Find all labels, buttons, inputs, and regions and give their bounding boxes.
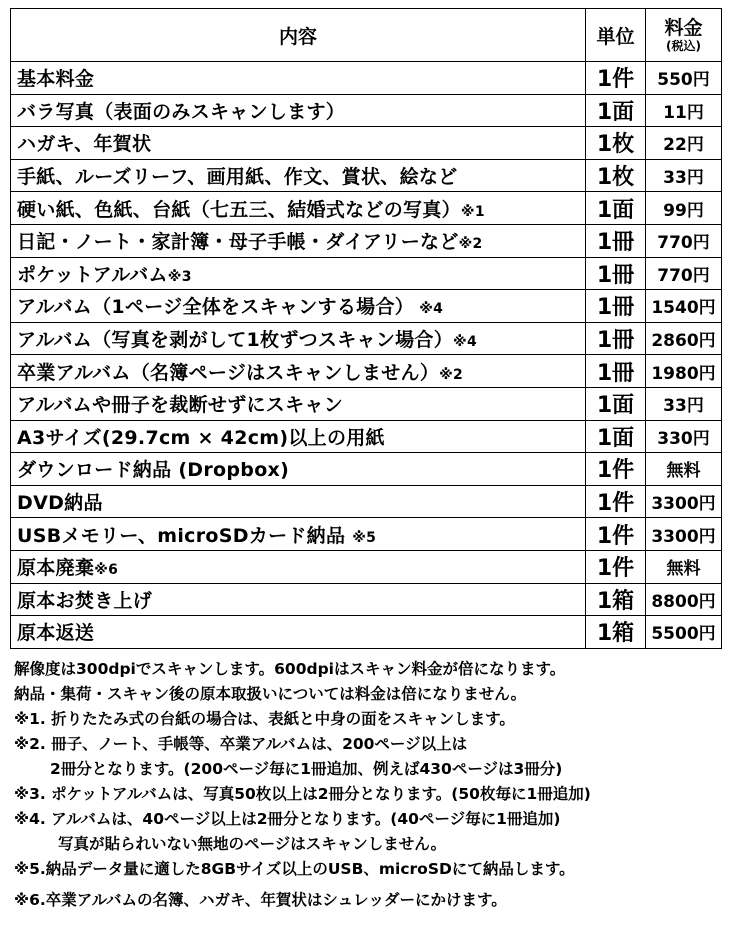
row-unit: 1面 (586, 94, 646, 127)
note-handling: 納品・集荷・スキャン後の原本取扱いについては料金は倍になりません。 (14, 685, 527, 703)
row-fee: 550円 (646, 62, 722, 95)
row-fee: 無料 (646, 453, 722, 486)
notes-section (14, 657, 724, 913)
row-content-text: 原本お焚き上げ (17, 589, 153, 612)
row-content (11, 257, 586, 290)
row-unit: 1冊 (586, 290, 646, 323)
row-unit: 1面 (586, 192, 646, 225)
row-unit: 1面 (586, 420, 646, 453)
row-content (11, 420, 586, 453)
table-row (11, 485, 722, 518)
table-header-row (11, 9, 722, 62)
row-fee: 33円 (646, 159, 722, 192)
row-fee: 22円 (646, 127, 722, 160)
row-content-text: アルバム（1ページ全体をスキャンする場合） (17, 296, 415, 319)
row-content-text: 硬い紙、色紙、台紙（七五三、結婚式などの写真） (17, 198, 461, 221)
table-row (11, 290, 722, 323)
note-2: ※2. 冊子、ノート、手帳等、卒業アルバムは、200ページ以上は (14, 735, 468, 753)
table-row (11, 387, 722, 420)
row-fee: 11円 (646, 94, 722, 127)
row-content-text: 原本返送 (17, 622, 95, 645)
row-fee: 1980円 (646, 355, 722, 388)
row-unit: 1箱 (586, 583, 646, 616)
note-3: ※3. ポケットアルバムは、写真50枚以上は2冊分となります。(50枚毎に1冊追加) (14, 785, 591, 803)
row-unit: 1枚 (586, 159, 646, 192)
row-fee: 330円 (646, 420, 722, 453)
row-content-text: DVD納品 (17, 492, 103, 515)
row-note-mark: ※6 (94, 562, 119, 579)
row-unit: 1箱 (586, 616, 646, 649)
row-fee: 5500円 (646, 616, 722, 649)
row-content (11, 94, 586, 127)
row-content (11, 485, 586, 518)
row-content-text: 卒業アルバム（名簿ページはスキャンしません） (17, 361, 440, 384)
table-row (11, 583, 722, 616)
row-unit: 1件 (586, 453, 646, 486)
row-content-text: A3サイズ(29.7cm × 42cm)以上の用紙 (17, 426, 385, 449)
row-fee: 無料 (646, 550, 722, 583)
table-row (11, 518, 722, 551)
row-content (11, 159, 586, 192)
row-unit: 1冊 (586, 322, 646, 355)
row-fee: 1540円 (646, 290, 722, 323)
row-note-mark: ※1 (460, 203, 485, 220)
header-fee-label: 料金 (664, 16, 703, 39)
row-note-mark: ※2 (439, 366, 464, 383)
price-table (10, 8, 722, 649)
row-content (11, 355, 586, 388)
row-fee: 99円 (646, 192, 722, 225)
row-unit: 1件 (586, 518, 646, 551)
table-row (11, 420, 722, 453)
row-fee: 770円 (646, 224, 722, 257)
row-content-text: USBメモリー、microSDカード納品 (17, 524, 353, 547)
row-unit: 1冊 (586, 257, 646, 290)
note-6: ※6.卒業アルバムの名簿、ハガキ、年賀状はシュレッダーにかけます。 (14, 891, 507, 909)
table-row (11, 355, 722, 388)
row-content-text: ポケットアルバム (17, 263, 168, 286)
table-row (11, 62, 722, 95)
note-1: ※1. 折りたたみ式の台紙の場合は、表紙と中身の面をスキャンします。 (14, 710, 515, 728)
note-resolution: 解像度は300dpiでスキャンします。600dpiはスキャン料金が倍になります。 (14, 660, 566, 678)
row-content-text: 日記・ノート・家計簿・母子手帳・ダイアリーなど (17, 231, 459, 254)
row-unit: 1件 (586, 485, 646, 518)
table-body (11, 62, 722, 649)
row-content-text: バラ写真（表面のみスキャンします） (17, 100, 346, 123)
row-content (11, 127, 586, 160)
row-fee: 33円 (646, 387, 722, 420)
row-note-mark: ※4 (453, 334, 477, 351)
header-fee (646, 9, 722, 62)
note-5: ※5.納品データ量に適した8GBサイズ以上のUSB、microSDにて納品します。 (14, 860, 575, 878)
table-row (11, 257, 722, 290)
row-unit: 1枚 (586, 127, 646, 160)
row-content-text: アルバム（写真を剥がして1枚ずつスキャン場合） (17, 329, 454, 352)
row-content-text: ダウンロード納品 (Dropbox) (17, 459, 290, 482)
row-content (11, 550, 586, 583)
table-row (11, 322, 722, 355)
row-content-text: ハガキ、年賀状 (17, 133, 152, 156)
note-4: ※4. アルバムは、40ページ以上は2冊分となります。(40ページ毎に1冊追加) (14, 810, 561, 828)
row-unit: 1面 (586, 387, 646, 420)
table-row (11, 192, 722, 225)
row-content (11, 62, 586, 95)
row-fee: 2860円 (646, 322, 722, 355)
row-note-mark: ※5 (352, 529, 377, 546)
header-content: 内容 (11, 9, 586, 62)
row-content (11, 453, 586, 486)
row-content-text: アルバムや冊子を裁断せずにスキャン (17, 394, 344, 417)
table-row (11, 453, 722, 486)
row-content (11, 192, 586, 225)
row-unit: 1冊 (586, 224, 646, 257)
table-row (11, 224, 722, 257)
table-row (11, 159, 722, 192)
note-4-cont: 写真が貼られいない無地のページはスキャンしません。 (58, 835, 447, 853)
row-content-text: 手紙、ルーズリーフ、画用紙、作文、賞状、絵など (17, 166, 458, 189)
table-row (11, 616, 722, 649)
row-content (11, 387, 586, 420)
row-note-mark: ※2 (458, 236, 483, 253)
header-unit: 単位 (586, 9, 646, 62)
row-content-text: 基本料金 (17, 68, 95, 91)
row-fee: 3300円 (646, 485, 722, 518)
row-fee: 770円 (646, 257, 722, 290)
table-row (11, 550, 722, 583)
header-fee-sub: (税込) (666, 38, 701, 53)
row-fee: 8800円 (646, 583, 722, 616)
row-unit: 1件 (586, 550, 646, 583)
row-unit: 1冊 (586, 355, 646, 388)
table-row (11, 127, 722, 160)
table-row (11, 94, 722, 127)
row-content (11, 583, 586, 616)
row-content-text: 原本廃棄 (17, 557, 95, 580)
row-note-mark: ※3 (167, 268, 192, 285)
row-content (11, 322, 586, 355)
row-unit: 1件 (586, 62, 646, 95)
row-content (11, 290, 586, 323)
row-content (11, 518, 586, 551)
row-content (11, 224, 586, 257)
note-2-cont: 2冊分となります。(200ページ毎に1冊追加、例えば430ページは3冊分) (50, 760, 563, 778)
row-content (11, 616, 586, 649)
row-note-mark: ※4 (414, 301, 444, 318)
row-fee: 3300円 (646, 518, 722, 551)
